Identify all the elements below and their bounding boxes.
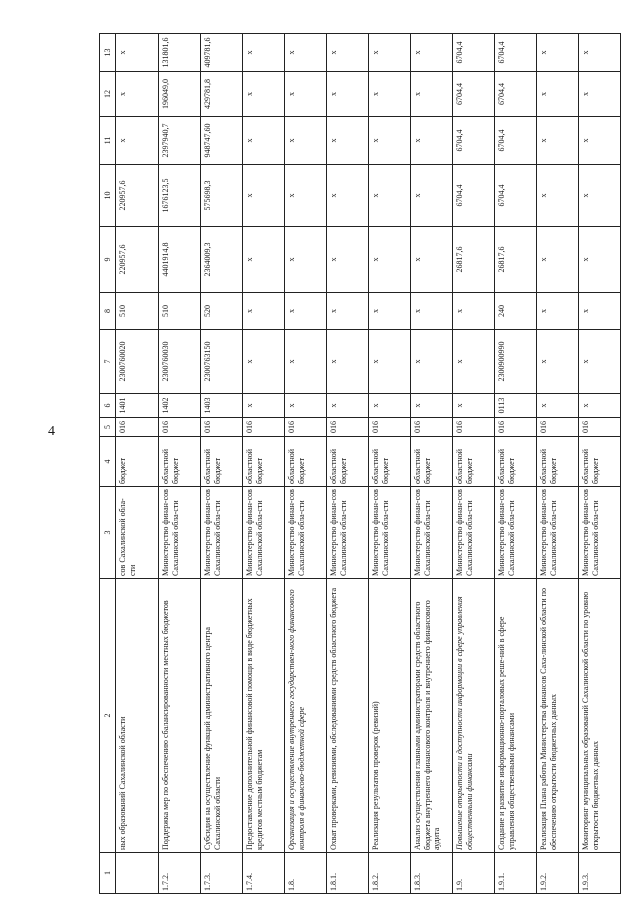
header-row [100, 34, 116, 894]
cell-vr: 240 [495, 293, 537, 330]
cell-event-name: Организация и осуществление внутреннего государствен-ного финансового контроля в финансово-бюджетной сфере [285, 579, 327, 853]
cell-total: 220957,6 [116, 227, 159, 293]
cell-year-3: х [537, 72, 579, 117]
cell-year-4: х [369, 34, 411, 72]
table-row [579, 34, 621, 894]
cell-total: 2364009,3 [201, 227, 243, 293]
cell-year-1: 575698,3 [201, 165, 243, 227]
cell-year-3: 6704,4 [495, 72, 537, 117]
cell-rzpr: 1403 [201, 394, 243, 418]
cell-grbs: 016 [116, 418, 159, 437]
cell-executor: Министерство финан-сов Сахалинской обла-сти [453, 487, 495, 579]
cell-year-2: х [327, 117, 369, 165]
col-header: 3 [100, 487, 116, 579]
cell-executor: Министерство финан-сов Сахалинской обла-сти [201, 487, 243, 579]
cell-executor: Министерство финан-сов Сахалинской обла-сти [159, 487, 201, 579]
cell-event-name: Мониторинг муниципальных образований Сахалинской области по уровню открытости бюджетных данных [579, 579, 621, 853]
table-row [537, 34, 579, 894]
cell-rzpr: 1402 [159, 394, 201, 418]
cell-year-1: х [411, 165, 453, 227]
cell-year-4: х [285, 34, 327, 72]
cell-vr: х [537, 293, 579, 330]
cell-number: 1.9. [453, 853, 495, 894]
cell-year-1: 220957,6 [116, 165, 159, 227]
cell-grbs: 016 [201, 418, 243, 437]
table-row [243, 34, 285, 894]
col-header: 7 [100, 330, 116, 394]
table-row [116, 34, 159, 894]
cell-number: 1.7.4. [243, 853, 285, 894]
table-row [285, 34, 327, 894]
cell-year-4: х [243, 34, 285, 72]
cell-vr: х [579, 293, 621, 330]
cell-number: 1.8.1. [327, 853, 369, 894]
cell-vr: х [453, 293, 495, 330]
cell-csr: х [285, 330, 327, 394]
cell-source: областной бюджет [243, 437, 285, 487]
cell-event-name: Анализ осуществления главными администраторами средств областного бюджета внутреннего финансового контроля и внутреннего финансового аудита [411, 579, 453, 853]
cell-grbs: 016 [453, 418, 495, 437]
cell-number: 1.8.2. [369, 853, 411, 894]
col-header: 11 [100, 117, 116, 165]
col-header: 8 [100, 293, 116, 330]
col-header: 13 [100, 34, 116, 72]
cell-year-1: х [579, 165, 621, 227]
cell-total: х [537, 227, 579, 293]
cell-year-2: х [285, 117, 327, 165]
table-row [201, 34, 243, 894]
cell-year-3: 429781,8 [201, 72, 243, 117]
cell-source: областной бюджет [159, 437, 201, 487]
cell-total: 4401914,8 [159, 227, 201, 293]
cell-executor: Министерство финан-сов Сахалинской обла-сти [537, 487, 579, 579]
cell-number: 1.7.2. [159, 853, 201, 894]
cell-csr: х [369, 330, 411, 394]
cell-year-1: 6704,4 [495, 165, 537, 227]
cell-year-4: х [327, 34, 369, 72]
cell-year-3: 6704,4 [453, 72, 495, 117]
cell-vr: 520 [201, 293, 243, 330]
cell-csr: 2300900990 [495, 330, 537, 394]
table-row [411, 34, 453, 894]
cell-source: областной бюджет [579, 437, 621, 487]
cell-grbs: 016 [411, 418, 453, 437]
cell-grbs: 016 [369, 418, 411, 437]
rotated-table-container [99, 34, 600, 894]
cell-event-name: Создание и развитие информационно-порталовых реше-ний в сфере управления общественными финансами [495, 579, 537, 853]
cell-csr: 2300760020 [116, 330, 159, 394]
cell-rzpr: 0113 [495, 394, 537, 418]
cell-year-2: х [537, 117, 579, 165]
cell-total: х [579, 227, 621, 293]
cell-vr: х [411, 293, 453, 330]
cell-event-name: Реализация результатов проверок (ревизий) [369, 579, 411, 853]
cell-number: 1.8.3. [411, 853, 453, 894]
cell-year-4: 409781,6 [201, 34, 243, 72]
cell-year-3: х [116, 72, 159, 117]
cell-source: областной бюджет [369, 437, 411, 487]
cell-event-name: Повышение открытости и доступности информации в сфере управления общественными финансами [453, 579, 495, 853]
cell-number [116, 853, 159, 894]
cell-year-2: х [579, 117, 621, 165]
cell-vr: х [327, 293, 369, 330]
cell-year-4: 131801,6 [159, 34, 201, 72]
cell-rzpr: 1401 [116, 394, 159, 418]
cell-year-2: х [369, 117, 411, 165]
cell-year-2: 6704,4 [495, 117, 537, 165]
col-header: 2 [100, 579, 116, 853]
cell-year-3: х [285, 72, 327, 117]
cell-number: 1.9.2. [537, 853, 579, 894]
cell-year-1: 1676123,5 [159, 165, 201, 227]
cell-number: 1.8. [285, 853, 327, 894]
page-number: 4 [48, 424, 55, 439]
cell-source: областной бюджет [327, 437, 369, 487]
cell-executor: Министерство финан-сов Сахалинской обла-сти [579, 487, 621, 579]
cell-source: областной бюджет [537, 437, 579, 487]
cell-csr: х [579, 330, 621, 394]
cell-rzpr: х [369, 394, 411, 418]
cell-source: бюджет [116, 437, 159, 487]
cell-executor: Министерство финан-сов Сахалинской обла-сти [495, 487, 537, 579]
cell-year-4: х [537, 34, 579, 72]
cell-csr: х [243, 330, 285, 394]
cell-executor: Министерство финан-сов Сахалинской обла-сти [285, 487, 327, 579]
cell-rzpr: х [537, 394, 579, 418]
cell-year-1: х [369, 165, 411, 227]
cell-grbs: 016 [243, 418, 285, 437]
table-row [495, 34, 537, 894]
cell-grbs: 016 [327, 418, 369, 437]
program-table [99, 33, 621, 894]
cell-csr: х [411, 330, 453, 394]
cell-rzpr: х [285, 394, 327, 418]
cell-rzpr: х [327, 394, 369, 418]
col-header: 10 [100, 165, 116, 227]
cell-year-4: х [411, 34, 453, 72]
table-row [159, 34, 201, 894]
col-header: 12 [100, 72, 116, 117]
cell-executor: Министерство финан-сов Сахалинской обла-сти [369, 487, 411, 579]
cell-source: областной бюджет [285, 437, 327, 487]
cell-total: 26817,6 [495, 227, 537, 293]
cell-event-name: Охват проверками, ревизиями, обследованиями средств областного бюджета [327, 579, 369, 853]
cell-csr: 2300763150 [201, 330, 243, 394]
cell-number: 1.7.3. [201, 853, 243, 894]
cell-grbs: 016 [579, 418, 621, 437]
col-header: 6 [100, 394, 116, 418]
cell-year-2: 2397940,7 [159, 117, 201, 165]
cell-event-name: Поддержка мер по обеспечению сбалансированности местных бюджетов [159, 579, 201, 853]
cell-vr: х [285, 293, 327, 330]
cell-year-4: 6704,4 [453, 34, 495, 72]
cell-executor: Министерство финан-сов Сахалинской обла-сти [411, 487, 453, 579]
cell-event-name: Субсидия на осуществление функций административного центра Сахалинской области [201, 579, 243, 853]
cell-year-4: х [579, 34, 621, 72]
cell-vr: х [243, 293, 285, 330]
cell-year-2: х [116, 117, 159, 165]
cell-executor: сов Сахалинской обла-сти [116, 487, 159, 579]
cell-number: 1.9.3. [579, 853, 621, 894]
cell-year-1: х [537, 165, 579, 227]
cell-source: областной бюджет [453, 437, 495, 487]
cell-csr: х [327, 330, 369, 394]
table-row [369, 34, 411, 894]
cell-year-1: 6704,4 [453, 165, 495, 227]
cell-rzpr: х [411, 394, 453, 418]
col-header: 1 [100, 853, 116, 894]
cell-csr: 2300760030 [159, 330, 201, 394]
cell-grbs: 016 [495, 418, 537, 437]
cell-year-2: х [411, 117, 453, 165]
cell-year-1: х [285, 165, 327, 227]
cell-csr: х [453, 330, 495, 394]
cell-event-name: Предоставление дополнительной финансовой помощи в виде бюджетных кредитов местным бюджетам [243, 579, 285, 853]
cell-vr: 510 [116, 293, 159, 330]
cell-year-3: х [579, 72, 621, 117]
col-header: 5 [100, 418, 116, 437]
cell-total: х [243, 227, 285, 293]
cell-event-name: Реализация Плана работы Министерства финансов Саха-линской области по обеспечению открытости бюджетных данных [537, 579, 579, 853]
cell-rzpr: х [243, 394, 285, 418]
cell-grbs: 016 [159, 418, 201, 437]
cell-total: х [369, 227, 411, 293]
cell-csr: х [537, 330, 579, 394]
cell-rzpr: х [453, 394, 495, 418]
cell-grbs: 016 [537, 418, 579, 437]
col-header: 9 [100, 227, 116, 293]
cell-year-3: х [327, 72, 369, 117]
cell-executor: Министерство финан-сов Сахалинской обла-сти [327, 487, 369, 579]
cell-total: 26817,6 [453, 227, 495, 293]
cell-year-3: х [243, 72, 285, 117]
cell-year-4: 6704,4 [495, 34, 537, 72]
cell-grbs: 016 [285, 418, 327, 437]
cell-total: х [327, 227, 369, 293]
cell-year-2: х [243, 117, 285, 165]
cell-year-2: 6704,4 [453, 117, 495, 165]
cell-executor: Министерство финан-сов Сахалинской обла-сти [243, 487, 285, 579]
table-row [453, 34, 495, 894]
cell-number: 1.9.1. [495, 853, 537, 894]
cell-year-1: х [327, 165, 369, 227]
cell-source: областной бюджет [495, 437, 537, 487]
cell-year-4: х [116, 34, 159, 72]
cell-total: х [285, 227, 327, 293]
cell-source: областной бюджет [201, 437, 243, 487]
cell-year-1: х [243, 165, 285, 227]
cell-vr: х [369, 293, 411, 330]
cell-rzpr: х [579, 394, 621, 418]
cell-source: областной бюджет [411, 437, 453, 487]
cell-year-2: 948747,60 [201, 117, 243, 165]
cell-year-3: х [411, 72, 453, 117]
col-header: 4 [100, 437, 116, 487]
cell-year-3: х [369, 72, 411, 117]
cell-year-3: 196049,0 [159, 72, 201, 117]
table-row [327, 34, 369, 894]
cell-total: х [411, 227, 453, 293]
cell-event-name: ных образований Сахалинской области [116, 579, 159, 853]
cell-vr: 510 [159, 293, 201, 330]
